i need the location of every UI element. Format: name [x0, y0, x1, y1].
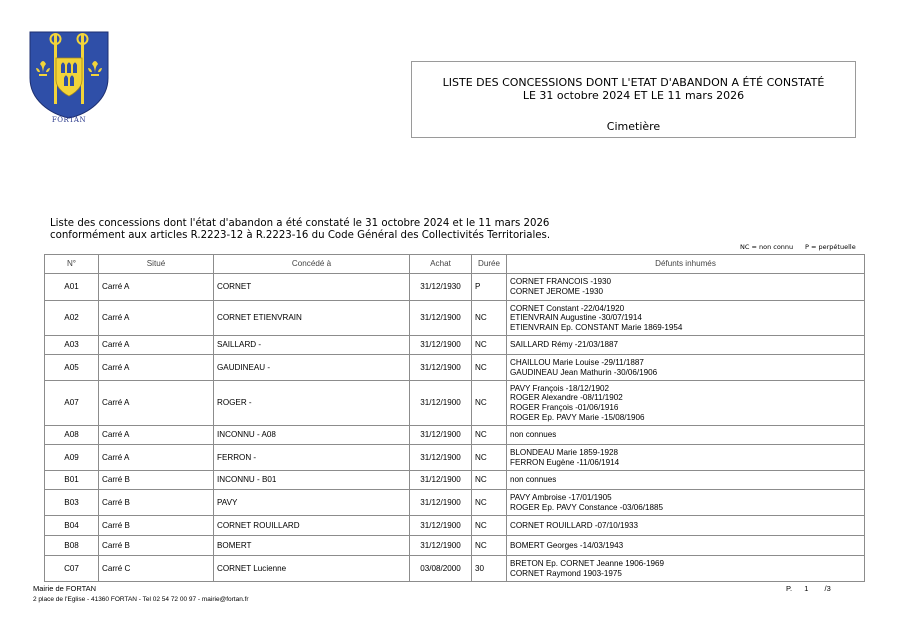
cell-concede: GAUDINEAU - — [214, 355, 410, 381]
page-total: /3 — [824, 584, 831, 593]
defunt-entry: ROGER Ep. PAVY Marie -15/08/1906 — [510, 412, 645, 422]
cell-num: A01 — [45, 274, 99, 301]
cell-concede: BOMERT — [214, 536, 410, 556]
intro-paragraph — [50, 218, 550, 242]
defunt-entry: ROGER François -01/06/1916 — [510, 403, 619, 412]
header-defunts: Défunts inhumés — [507, 255, 865, 274]
cell-duree: NC — [472, 536, 507, 556]
cell-duree: NC — [472, 445, 507, 471]
cell-defunts — [507, 336, 865, 355]
cell-defunts — [507, 381, 865, 426]
defunt-entry: CORNET JEROME -1930 — [510, 287, 603, 296]
table-row — [45, 516, 865, 536]
cell-num: B04 — [45, 516, 99, 536]
concessions-table — [44, 254, 865, 582]
defunt-entry: CORNET FRANCOIS -1930 — [510, 277, 612, 287]
cell-situe: Carré A — [99, 274, 214, 301]
defunt-entry: CORNET ROUILLARD -07/10/1933 — [510, 520, 639, 530]
header-duree: Durée — [472, 255, 507, 274]
title-line-1: LISTE DES CONCESSIONS DONT L'ETAT D'ABANDON A ÉTÉ CONSTATÉ — [442, 76, 825, 89]
cell-concede: CORNET ROUILLARD — [214, 516, 410, 536]
cell-situe: Carré B — [99, 516, 214, 536]
cell-concede: FERRON - — [214, 445, 410, 471]
defunt-entry: SAILLARD Rémy -21/03/1887 — [510, 340, 618, 350]
defunt-entry: BRETON Ep. CORNET Jeanne 1906-1969 — [510, 558, 665, 568]
cell-achat: 31/12/1900 — [410, 355, 472, 381]
cell-achat: 31/12/1900 — [410, 490, 472, 516]
cell-concede: PAVY — [214, 490, 410, 516]
table-row — [45, 536, 865, 556]
header-concede: Concédé à — [214, 255, 410, 274]
cell-num: A02 — [45, 301, 99, 336]
cell-defunts — [507, 471, 865, 490]
cell-duree: NC — [472, 355, 507, 381]
cell-concede: CORNET Lucienne — [214, 556, 410, 582]
cell-concede: ROGER - — [214, 381, 410, 426]
cell-situe: Carré B — [99, 490, 214, 516]
cell-defunts — [507, 556, 865, 582]
cell-situe: Carré A — [99, 426, 214, 445]
footer-mairie-name: Mairie de FORTAN — [33, 584, 97, 593]
defunt-entry: non connues — [510, 430, 557, 440]
cell-achat: 31/12/1900 — [410, 336, 472, 355]
cell-defunts — [507, 301, 865, 336]
cell-defunts — [507, 536, 865, 556]
defunt-entry: CORNET Raymond 1903-1975 — [510, 568, 622, 578]
cell-achat: 31/12/1900 — [410, 381, 472, 426]
cell-duree: NC — [472, 426, 507, 445]
cell-situe: Carré B — [99, 536, 214, 556]
intro-line-1: Liste des concessions dont l'état d'abandon a été constaté le 31 octobre 2024 et le 11 mars 2026 — [50, 218, 550, 229]
document-title-box — [411, 61, 856, 138]
cell-duree: NC — [472, 471, 507, 490]
table-row — [45, 556, 865, 582]
table-row — [45, 336, 865, 355]
defunt-entry: ETIENVRAIN Augustine -30/07/1914 — [510, 313, 642, 323]
cell-num: A03 — [45, 336, 99, 355]
cell-achat: 31/12/1900 — [410, 426, 472, 445]
header-achat: Achat — [410, 255, 472, 274]
cell-situe: Carré A — [99, 381, 214, 426]
cell-situe: Carré A — [99, 355, 214, 381]
legend-nc: NC = non connu — [740, 243, 794, 251]
cell-num: B08 — [45, 536, 99, 556]
cell-situe: Carré C — [99, 556, 214, 582]
cell-num: B01 — [45, 471, 99, 490]
cell-duree: NC — [472, 336, 507, 355]
cell-achat: 03/08/2000 — [410, 556, 472, 582]
cell-duree: NC — [472, 516, 507, 536]
cell-defunts — [507, 426, 865, 445]
crest-commune-name: FORTAN — [51, 116, 87, 124]
cell-num: B03 — [45, 490, 99, 516]
cell-duree: NC — [472, 381, 507, 426]
cell-concede: INCONNU - B01 — [214, 471, 410, 490]
table-row — [45, 274, 865, 301]
page-prefix: P. — [786, 584, 793, 593]
header-num: N° — [45, 255, 99, 274]
cell-concede: CORNET — [214, 274, 410, 301]
table-row — [45, 471, 865, 490]
cell-duree: NC — [472, 490, 507, 516]
cell-situe: Carré B — [99, 471, 214, 490]
defunt-entry: ETIENVRAIN Ep. CONSTANT Marie 1869-1954 — [510, 322, 683, 332]
cell-defunts — [507, 516, 865, 536]
cell-duree: 30 — [472, 556, 507, 582]
footer-address: 2 place de l'Eglise - 41360 FORTAN - Tel 02 54 72 00 97 - mairie@fortan.fr — [33, 596, 249, 603]
cell-concede: INCONNU - A08 — [214, 426, 410, 445]
cell-duree: NC — [472, 301, 507, 336]
defunt-entry: BLONDEAU Marie 1859-1928 — [510, 447, 618, 457]
defunt-entry: GAUDINEAU Jean Mathurin -30/06/1906 — [510, 367, 658, 377]
page-current: 1 — [804, 584, 809, 593]
cell-situe: Carré A — [99, 336, 214, 355]
table-row — [45, 445, 865, 471]
cell-num: A07 — [45, 381, 99, 426]
title-line-2: LE 31 octobre 2024 ET LE 11 mars 2026 — [522, 89, 745, 102]
cell-concede: CORNET ETIENVRAIN — [214, 301, 410, 336]
defunt-entry: ROGER Alexandre -08/11/1902 — [510, 393, 623, 403]
commune-crest-logo — [28, 30, 110, 120]
defunt-entry: non connues — [510, 475, 557, 485]
table-row — [45, 490, 865, 516]
cell-defunts — [507, 355, 865, 381]
title-line-cemetery: Cimetière — [606, 120, 661, 133]
table-row — [45, 381, 865, 426]
cell-achat: 31/12/1900 — [410, 516, 472, 536]
cell-duree: P — [472, 274, 507, 301]
cell-defunts — [507, 490, 865, 516]
table-row — [45, 301, 865, 336]
cell-achat: 31/12/1900 — [410, 471, 472, 490]
cell-situe: Carré A — [99, 445, 214, 471]
cell-num: A09 — [45, 445, 99, 471]
page-indicator — [786, 584, 831, 593]
cell-achat: 31/12/1900 — [410, 445, 472, 471]
defunt-entry: CHAILLOU Marie Louise -29/11/1887 — [510, 357, 644, 367]
table-row — [45, 426, 865, 445]
cell-concede: SAILLARD - — [214, 336, 410, 355]
defunt-entry: ROGER Ep. PAVY Constance -03/06/1885 — [510, 502, 663, 512]
header-situe: Situé — [99, 255, 214, 274]
legend-p: P = perpétuelle — [805, 243, 856, 251]
intro-line-2: conformément aux articles R.2223-12 à R.2223-16 du Code Général des Collectivités Territoriales. — [50, 230, 551, 241]
cell-achat: 31/12/1900 — [410, 536, 472, 556]
cell-num: C07 — [45, 556, 99, 582]
cell-situe: Carré A — [99, 301, 214, 336]
defunt-entry: CORNET Constant -22/04/1920 — [510, 303, 625, 313]
cell-achat: 31/12/1930 — [410, 274, 472, 301]
table-header-row — [45, 255, 865, 274]
cell-defunts — [507, 274, 865, 301]
defunt-entry: PAVY François -18/12/1902 — [510, 383, 609, 393]
defunt-entry: BOMERT Georges -14/03/1943 — [510, 540, 624, 550]
table-row — [45, 355, 865, 381]
cell-num: A08 — [45, 426, 99, 445]
cell-defunts — [507, 445, 865, 471]
defunt-entry: FERRON Eugène -11/06/1914 — [510, 457, 620, 467]
cell-achat: 31/12/1900 — [410, 301, 472, 336]
defunt-entry: PAVY Ambroise -17/01/1905 — [510, 492, 612, 502]
cell-num: A05 — [45, 355, 99, 381]
